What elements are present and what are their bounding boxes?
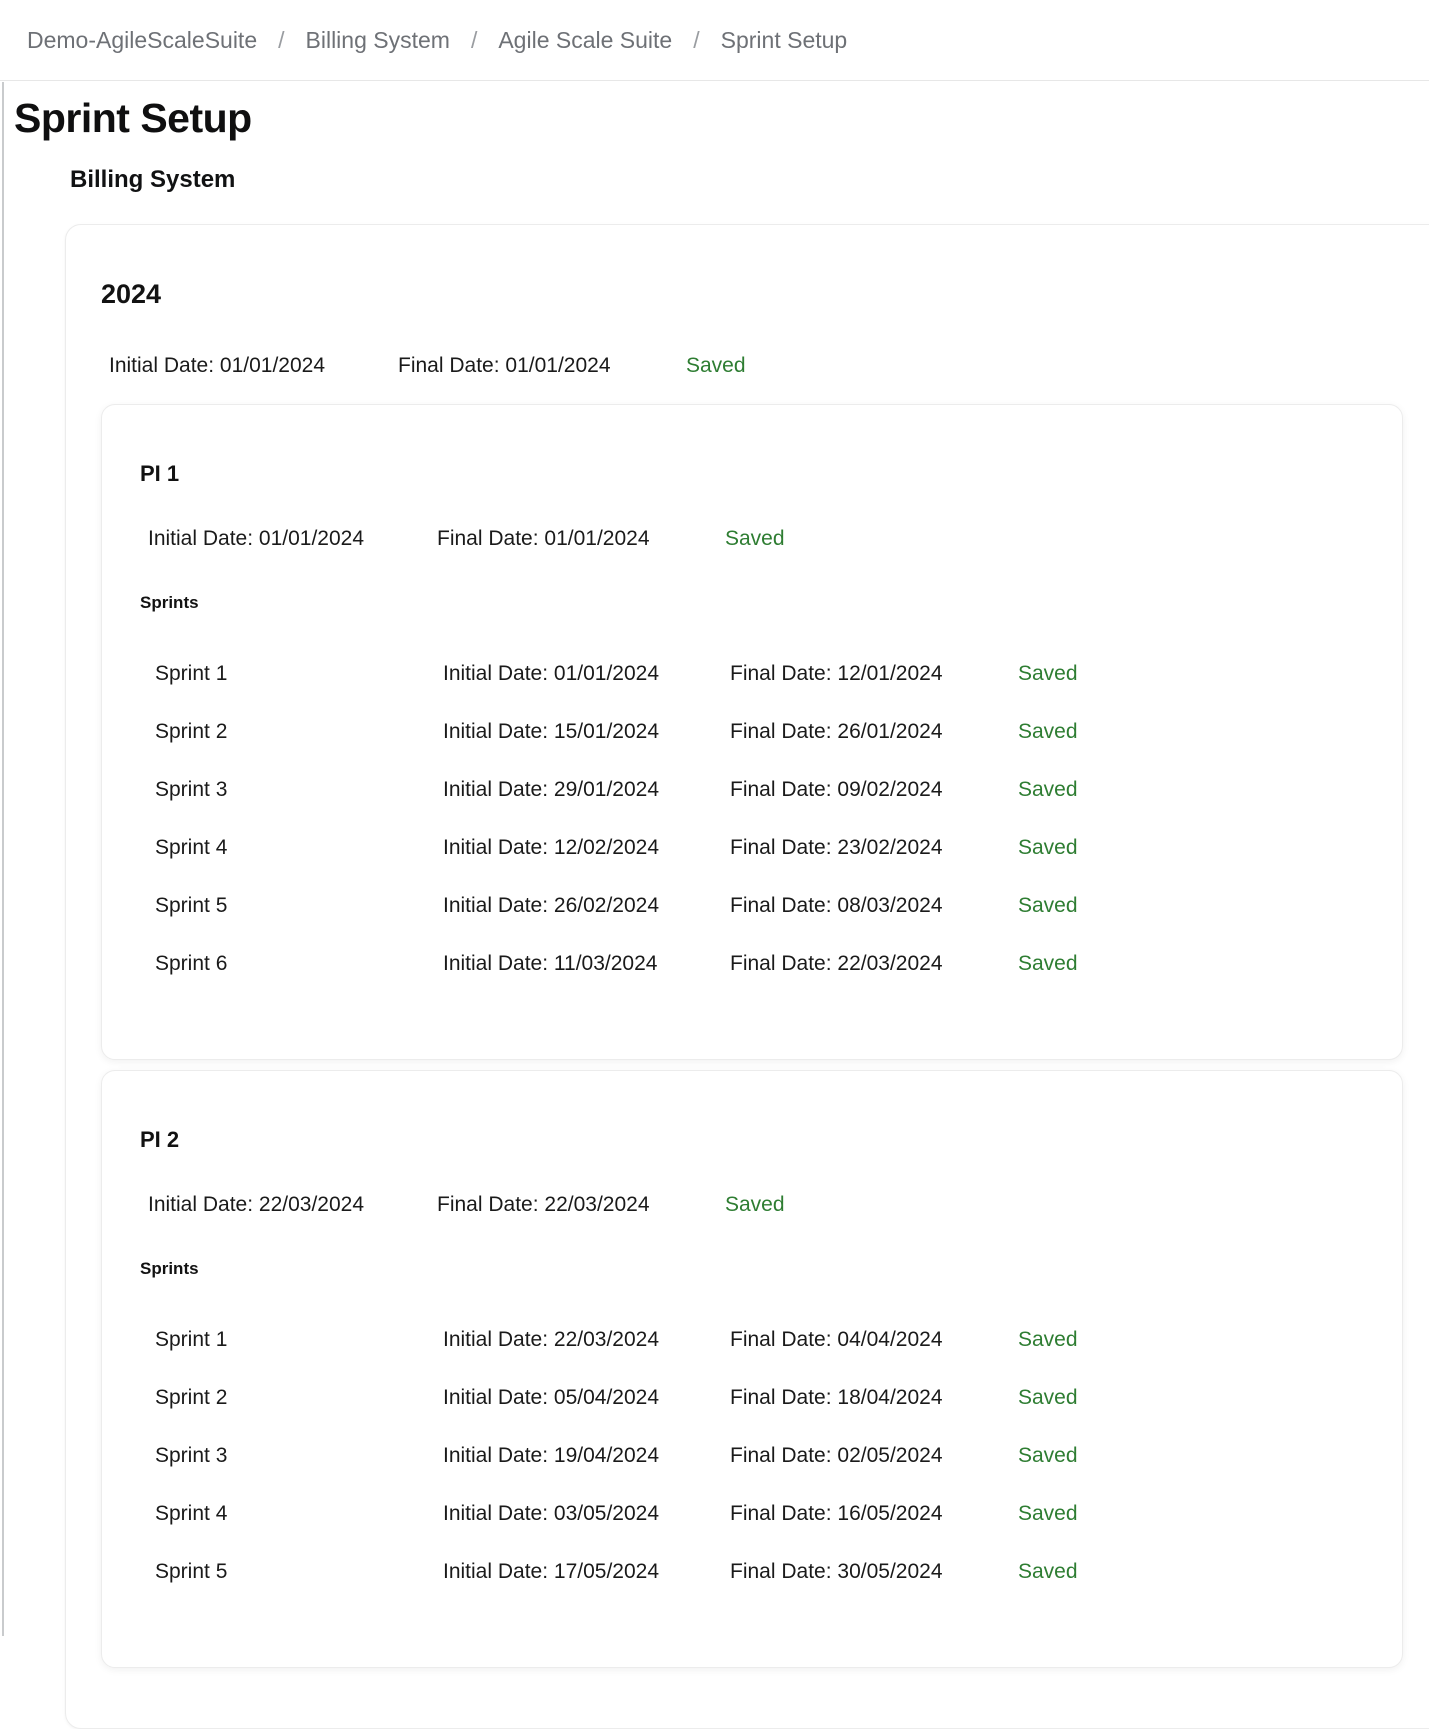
sprint-initial-date [443, 662, 730, 686]
pi-title: PI 2 [140, 1127, 180, 1153]
final-date-label: Final Date: [730, 836, 832, 860]
final-date-label: Final Date: [437, 527, 539, 551]
sprint-row [155, 819, 1402, 877]
pi-date-row [148, 527, 1402, 551]
final-date-label: Final Date: [398, 354, 500, 378]
initial-date-label: Initial Date: [109, 354, 215, 378]
page-title: Sprint Setup [14, 95, 252, 141]
initial-date-label: Initial Date: [443, 1386, 549, 1410]
sprint-final-date [730, 662, 1018, 686]
initial-date-value: 22/03/2024 [553, 1328, 660, 1352]
final-date-value: 18/04/2024 [837, 1386, 943, 1410]
pi-date-row [148, 1193, 1402, 1217]
year-final-date [398, 354, 686, 378]
initial-date-value: 19/04/2024 [553, 1444, 660, 1468]
initial-date-label: Initial Date: [148, 527, 254, 551]
sprint-row [155, 1369, 1402, 1427]
breadcrumb-item-project[interactable]: Demo-AgileScaleSuite [27, 26, 258, 53]
sprint-name: Sprint 1 [155, 662, 228, 686]
sprint-row [155, 1427, 1402, 1485]
sprint-saved-status: Saved [1018, 1502, 1078, 1526]
final-date-label: Final Date: [730, 952, 832, 976]
final-date-label: Final Date: [730, 720, 832, 744]
sprint-saved-status: Saved [1018, 662, 1078, 686]
initial-date-value: 01/01/2024 [258, 527, 365, 551]
final-date-label: Final Date: [730, 894, 832, 918]
sprint-name: Sprint 5 [155, 1560, 228, 1584]
breadcrumb-item-agile-scale-suite[interactable]: Agile Scale Suite [498, 26, 673, 53]
sprint-name: Sprint 6 [155, 952, 228, 976]
initial-date-label: Initial Date: [443, 952, 549, 976]
breadcrumb-item-sprint-setup: Sprint Setup [720, 26, 848, 53]
pi-title: PI 1 [140, 461, 180, 487]
final-date-label: Final Date: [437, 1193, 539, 1217]
sprint-initial-date [443, 836, 730, 860]
sprints-list [155, 1311, 1402, 1601]
sprint-name: Sprint 4 [155, 836, 228, 860]
sprint-final-date [730, 894, 1018, 918]
sprint-saved-status: Saved [1018, 836, 1078, 860]
pi-saved-status: Saved [725, 1193, 785, 1217]
sprint-row [155, 1543, 1402, 1601]
sprint-final-date [730, 1560, 1018, 1584]
final-date-label: Final Date: [730, 662, 832, 686]
initial-date-value: 15/01/2024 [553, 720, 660, 744]
sprint-row [155, 645, 1402, 703]
final-date-label: Final Date: [730, 1502, 832, 1526]
initial-date-label: Initial Date: [443, 778, 549, 802]
page-subtitle: Billing System [70, 166, 236, 194]
sprint-initial-date [443, 1560, 730, 1584]
sprint-name: Sprint 2 [155, 1386, 228, 1410]
initial-date-label: Initial Date: [443, 720, 549, 744]
sprint-final-date [730, 836, 1018, 860]
sprint-name: Sprint 3 [155, 1444, 228, 1468]
sprints-section-label: Sprints [140, 593, 199, 613]
sprint-initial-date [443, 1444, 730, 1468]
initial-date-value: 01/01/2024 [219, 354, 326, 378]
sprint-final-date [730, 1328, 1018, 1352]
breadcrumb-separator: / [278, 26, 285, 53]
final-date-value: 02/05/2024 [837, 1444, 943, 1468]
sprint-name: Sprint 5 [155, 894, 228, 918]
sprint-saved-status: Saved [1018, 952, 1078, 976]
final-date-value: 26/01/2024 [837, 720, 943, 744]
sprint-name: Sprint 3 [155, 778, 228, 802]
sprints-list [155, 645, 1402, 993]
sprint-row [155, 703, 1402, 761]
final-date-value: 12/01/2024 [837, 662, 943, 686]
initial-date-value: 17/05/2024 [553, 1560, 660, 1584]
sprint-final-date [730, 952, 1018, 976]
year-initial-date [109, 354, 398, 378]
breadcrumb [0, 0, 1429, 81]
sprint-initial-date [443, 778, 730, 802]
sprint-initial-date [443, 1386, 730, 1410]
initial-date-value: 12/02/2024 [553, 836, 660, 860]
sprint-initial-date [443, 894, 730, 918]
initial-date-value: 05/04/2024 [553, 1386, 660, 1410]
final-date-value: 08/03/2024 [837, 894, 943, 918]
final-date-label: Final Date: [730, 778, 832, 802]
sprint-saved-status: Saved [1018, 1444, 1078, 1468]
sprint-saved-status: Saved [1018, 1386, 1078, 1410]
sprint-initial-date [443, 1502, 730, 1526]
sprint-saved-status: Saved [1018, 720, 1078, 744]
sprint-initial-date [443, 720, 730, 744]
sprint-row [155, 761, 1402, 819]
pi-final-date [437, 527, 725, 551]
initial-date-value: 22/03/2024 [258, 1193, 365, 1217]
sprint-saved-status: Saved [1018, 1328, 1078, 1352]
breadcrumb-separator: / [693, 26, 700, 53]
pi-list [101, 404, 1416, 1668]
year-date-row [109, 354, 1416, 378]
final-date-label: Final Date: [730, 1386, 832, 1410]
final-date-value: 01/01/2024 [505, 354, 611, 378]
year-saved-status: Saved [686, 354, 746, 378]
sprint-row [155, 935, 1402, 993]
initial-date-label: Initial Date: [443, 1328, 549, 1352]
initial-date-label: Initial Date: [443, 894, 549, 918]
pi-card [101, 1070, 1403, 1668]
initial-date-label: Initial Date: [148, 1193, 254, 1217]
sprint-name: Sprint 4 [155, 1502, 228, 1526]
initial-date-label: Initial Date: [443, 1560, 549, 1584]
initial-date-label: Initial Date: [443, 1502, 549, 1526]
sprint-final-date [730, 1444, 1018, 1468]
initial-date-value: 03/05/2024 [553, 1502, 660, 1526]
sprint-saved-status: Saved [1018, 778, 1078, 802]
main-content [0, 95, 1429, 1729]
pi-final-date [437, 1193, 725, 1217]
sprint-final-date [730, 778, 1018, 802]
final-date-value: 09/02/2024 [837, 778, 943, 802]
final-date-value: 01/01/2024 [544, 527, 650, 551]
pi-initial-date [148, 1193, 437, 1217]
sprint-saved-status: Saved [1018, 1560, 1078, 1584]
initial-date-value: 29/01/2024 [553, 778, 660, 802]
page-left-edge-divider [2, 82, 4, 1636]
final-date-label: Final Date: [730, 1560, 832, 1584]
sprint-initial-date [443, 1328, 730, 1352]
pi-card [101, 404, 1403, 1060]
final-date-value: 30/05/2024 [837, 1560, 943, 1584]
sprint-name: Sprint 1 [155, 1328, 228, 1352]
sprint-row [155, 877, 1402, 935]
breadcrumb-item-billing-system[interactable]: Billing System [305, 26, 450, 53]
final-date-value: 22/03/2024 [837, 952, 943, 976]
sprint-initial-date [443, 952, 730, 976]
sprint-final-date [730, 1386, 1018, 1410]
year-title: 2024 [101, 279, 162, 310]
initial-date-value: 01/01/2024 [553, 662, 660, 686]
breadcrumb-separator: / [470, 26, 478, 53]
sprint-saved-status: Saved [1018, 894, 1078, 918]
initial-date-value: 26/02/2024 [553, 894, 660, 918]
final-date-label: Final Date: [730, 1444, 832, 1468]
final-date-value: 23/02/2024 [837, 836, 943, 860]
sprint-final-date [730, 720, 1018, 744]
year-card [65, 224, 1429, 1729]
pi-saved-status: Saved [725, 527, 785, 551]
sprint-row [155, 1485, 1402, 1543]
initial-date-label: Initial Date: [443, 662, 549, 686]
sprint-final-date [730, 1502, 1018, 1526]
initial-date-label: Initial Date: [443, 836, 549, 860]
pi-initial-date [148, 527, 437, 551]
final-date-value: 22/03/2024 [544, 1193, 650, 1217]
initial-date-label: Initial Date: [443, 1444, 549, 1468]
final-date-value: 04/04/2024 [837, 1328, 943, 1352]
final-date-label: Final Date: [730, 1328, 832, 1352]
sprint-name: Sprint 2 [155, 720, 228, 744]
initial-date-value: 11/03/2024 [553, 952, 658, 976]
sprint-row [155, 1311, 1402, 1369]
final-date-value: 16/05/2024 [837, 1502, 943, 1526]
sprints-section-label: Sprints [140, 1259, 199, 1279]
